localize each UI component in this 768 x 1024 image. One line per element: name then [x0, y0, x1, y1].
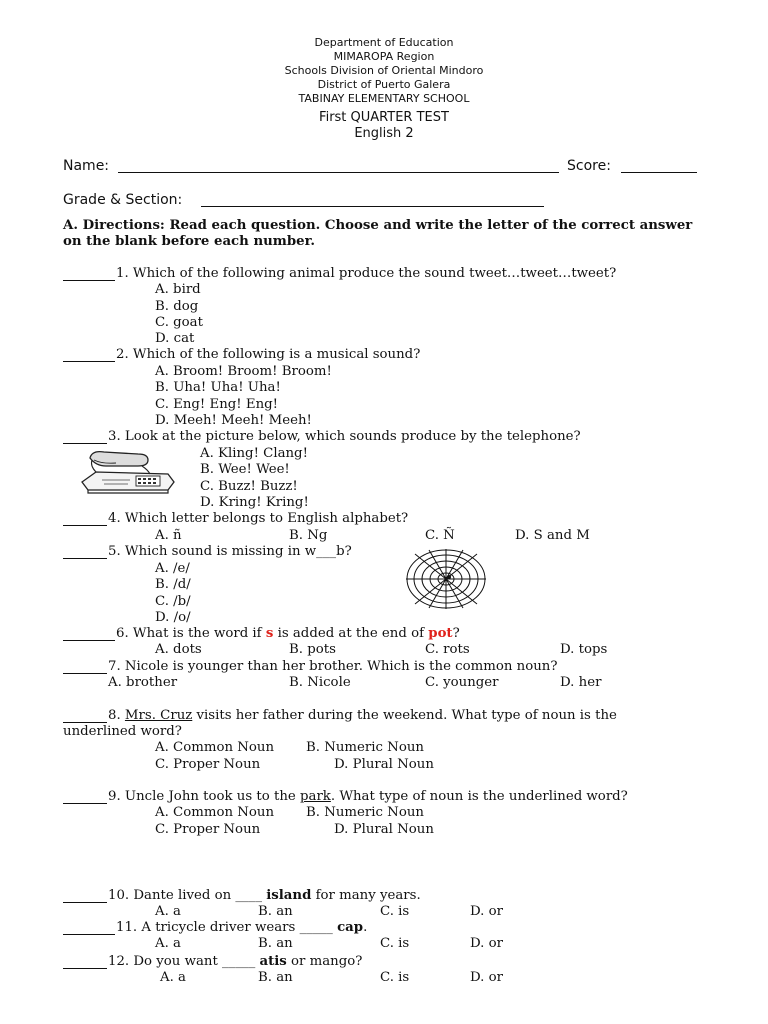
- question-12-stem: [108, 954, 362, 970]
- q6-option-c: C. rots: [425, 642, 470, 657]
- header-school: TABINAY ELEMENTARY SCHOOL: [298, 92, 470, 105]
- q3-option-a: A. Kling! Clang!: [200, 446, 308, 461]
- question-8-stem-line-2: underlined word?: [63, 724, 182, 739]
- answer-blank-3[interactable]: [63, 431, 107, 444]
- question-11-stem: [116, 920, 367, 936]
- q4-option-a: A. ñ: [155, 528, 182, 543]
- q8-stem-number: 8.: [108, 708, 125, 723]
- grade-section-blank[interactable]: [201, 194, 544, 207]
- score-blank[interactable]: [621, 160, 697, 173]
- question-4-stem: 4. Which letter belongs to English alphabet?: [108, 511, 409, 526]
- q1-option-b: B. dog: [155, 299, 199, 314]
- q7-option-c: C. younger: [425, 675, 499, 690]
- q12-stem-end: or mango?: [286, 954, 363, 969]
- q3-option-c: C. Buzz! Buzz!: [200, 479, 298, 494]
- q11-option-b: B. an: [258, 936, 293, 951]
- question-9-stem: [108, 789, 628, 805]
- header-department: Department of Education: [314, 36, 454, 49]
- directions-line-2: on the blank before each number.: [63, 234, 316, 249]
- q12-stem-text: 12. Do you want _____: [108, 954, 260, 969]
- answer-blank-7[interactable]: [63, 661, 107, 674]
- answer-blank-1[interactable]: [63, 268, 115, 281]
- q1-option-d: D. cat: [155, 331, 195, 346]
- q9-underlined-word: park: [300, 789, 331, 804]
- q6-highlight-s: s: [265, 626, 274, 641]
- header-division: Schools Division of Oriental Mindoro: [284, 64, 484, 77]
- q8-option-d: D. Plural Noun: [334, 757, 434, 772]
- q12-option-d: D. or: [470, 970, 504, 985]
- q7-option-a: A. brother: [108, 675, 178, 690]
- q6-option-d: D. tops: [560, 642, 608, 657]
- header-district: District of Puerto Galera: [317, 78, 451, 91]
- q9-option-a: A. Common Noun: [155, 805, 275, 820]
- q8-option-c: C. Proper Noun: [155, 757, 261, 772]
- q10-option-b: B. an: [258, 904, 293, 919]
- q6-stem-mid: is added at the end of: [273, 626, 429, 641]
- q5-option-a: A. /e/: [155, 561, 190, 576]
- q4-option-b: B. Ng: [289, 528, 328, 543]
- q9-stem-end: . What type of noun is the underlined word?: [330, 789, 628, 804]
- question-1-stem: 1. Which of the following animal produce the sound tweet…tweet…tweet?: [116, 266, 617, 281]
- q10-stem-text: 10. Dante lived on ____: [108, 888, 267, 903]
- q10-option-a: A. a: [155, 904, 181, 919]
- grade-section-label: Grade & Section:: [63, 192, 183, 208]
- q5-option-c: C. /b/: [155, 594, 191, 609]
- q3-option-d: D. Kring! Kring!: [200, 495, 309, 510]
- answer-blank-10[interactable]: [63, 890, 107, 903]
- answer-blank-12[interactable]: [63, 956, 107, 969]
- q9-stem-text: 9. Uncle John took us to the: [108, 789, 300, 804]
- answer-blank-2[interactable]: [63, 349, 115, 362]
- name-label: Name:: [63, 158, 110, 174]
- answer-blank-4[interactable]: [63, 513, 107, 526]
- question-2-stem: 2. Which of the following is a musical sound?: [116, 347, 421, 362]
- q3-option-b: B. Wee! Wee!: [200, 462, 290, 477]
- telephone-icon: [76, 448, 176, 494]
- answer-blank-6[interactable]: [63, 628, 115, 641]
- q12-option-c: C. is: [380, 970, 410, 985]
- q5-option-b: B. /d/: [155, 577, 191, 592]
- question-8-stem: [108, 708, 617, 724]
- subject-title: English 2: [354, 126, 414, 141]
- name-blank[interactable]: [118, 160, 559, 173]
- q10-option-c: C. is: [380, 904, 410, 919]
- q6-option-a: A. dots: [155, 642, 202, 657]
- q1-option-c: C. goat: [155, 315, 203, 330]
- q8-option-b: B. Numeric Noun: [306, 740, 424, 755]
- q9-option-d: D. Plural Noun: [334, 822, 434, 837]
- q8-stem-text: visits her father during the weekend. What type of noun is the: [192, 708, 617, 723]
- q10-option-d: D. or: [470, 904, 504, 919]
- q12-option-a: A. a: [160, 970, 186, 985]
- q4-option-d: D. S and M: [515, 528, 590, 543]
- spider-web-icon: [405, 548, 487, 610]
- test-title: First QUARTER TEST: [319, 110, 449, 125]
- q2-option-c: C. Eng! Eng! Eng!: [155, 397, 278, 412]
- q7-option-b: B. Nicole: [289, 675, 351, 690]
- q10-bold-word: island: [266, 888, 312, 903]
- question-6-stem: [116, 626, 460, 642]
- question-3-stem: 3. Look at the picture below, which sounds produce by the telephone?: [108, 429, 581, 444]
- q11-bold-word: cap: [337, 920, 364, 935]
- header-region: MIMAROPA Region: [333, 50, 435, 63]
- q8-underlined-word: Mrs. Cruz: [124, 708, 193, 723]
- question-10-stem: [108, 888, 421, 904]
- q10-stem-end: for many years.: [311, 888, 421, 903]
- q4-option-c: C. Ñ: [425, 528, 455, 543]
- q11-stem-end: .: [363, 920, 368, 935]
- answer-blank-8[interactable]: [63, 710, 107, 723]
- answer-blank-9[interactable]: [63, 791, 107, 804]
- q6-stem-end: ?: [452, 626, 460, 641]
- q1-option-a: A. bird: [155, 282, 201, 297]
- q8-option-a: A. Common Noun: [155, 740, 275, 755]
- q12-bold-word: atis: [259, 954, 287, 969]
- answer-blank-11[interactable]: [63, 922, 115, 935]
- question-5-stem: 5. Which sound is missing in w___b?: [108, 544, 352, 559]
- q5-option-d: D. /o/: [155, 610, 191, 625]
- question-7-stem: 7. Nicole is younger than her brother. Which is the common noun?: [108, 659, 558, 674]
- q6-highlight-pot: pot: [428, 626, 453, 641]
- q2-option-b: B. Uha! Uha! Uha!: [155, 380, 281, 395]
- q9-option-c: C. Proper Noun: [155, 822, 261, 837]
- q7-option-d: D. her: [560, 675, 602, 690]
- q11-option-a: A. a: [155, 936, 181, 951]
- answer-blank-5[interactable]: [63, 546, 107, 559]
- q2-option-d: D. Meeh! Meeh! Meeh!: [155, 413, 312, 428]
- q9-option-b: B. Numeric Noun: [306, 805, 424, 820]
- q11-option-d: D. or: [470, 936, 504, 951]
- score-label: Score:: [567, 158, 611, 174]
- q2-option-a: A. Broom! Broom! Broom!: [155, 364, 332, 379]
- q6-stem-text: 6. What is the word if: [116, 626, 266, 641]
- directions-line-1: A. Directions: Read each question. Choose and write the letter of the correct answer: [63, 218, 693, 233]
- q11-option-c: C. is: [380, 936, 410, 951]
- q6-option-b: B. pots: [289, 642, 336, 657]
- q11-stem-text: 11. A tricycle driver wears _____: [116, 920, 338, 935]
- q12-option-b: B. an: [258, 970, 293, 985]
